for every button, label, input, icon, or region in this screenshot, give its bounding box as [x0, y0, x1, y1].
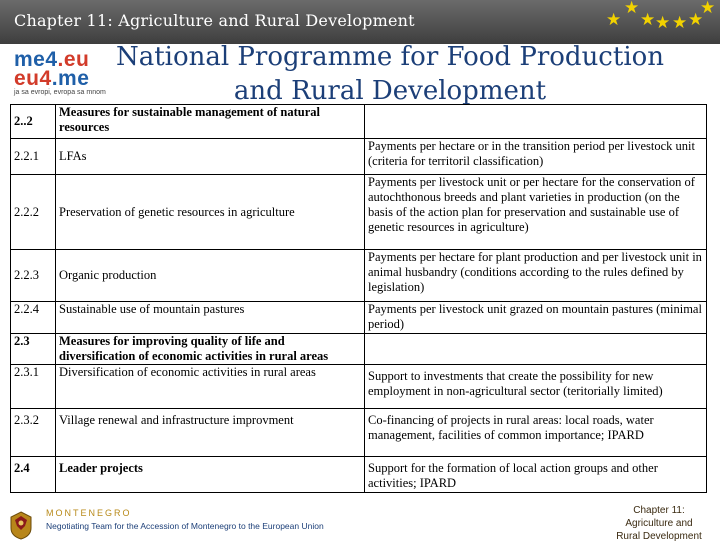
- table-row: [11, 175, 707, 250]
- star-icon: ★: [640, 10, 656, 30]
- measure-description: Support for the formation of local action groups and other activities; IPARD: [365, 457, 707, 493]
- negotiating-team-label: Negotiating Team for the Accession of Montenegro to the European Union: [46, 521, 324, 531]
- star-icon: ★: [655, 13, 671, 33]
- measure-name: Measures for improving quality of life and diversification of economic activities in rural areas: [56, 334, 365, 365]
- page-title: [110, 40, 670, 108]
- measure-name: Preservation of genetic resources in agriculture: [56, 175, 365, 250]
- star-icon: ★: [700, 0, 716, 18]
- footer-chapter-line: Agriculture and: [625, 518, 693, 529]
- footer-chapter-label: [604, 504, 714, 543]
- programme-table: [10, 104, 707, 493]
- header-title: Chapter 11: Agriculture and Rural Development: [14, 11, 415, 30]
- table-row: [11, 409, 707, 457]
- table-row: [11, 302, 707, 334]
- measure-description: Payments per livestock unit or per hectare for the conservation of autochthonous breeds and plant varieties in production (on the basis of the action plan for preservation and sustainable use of genetic resources in agriculture): [365, 175, 707, 250]
- measure-description: Support to investments that create the possibility for new employment in non-agricultural sector (teritorially limited): [365, 365, 707, 409]
- measure-description: [365, 334, 707, 365]
- measure-code: 2.3.1: [11, 365, 56, 409]
- measure-code: 2.4: [11, 457, 56, 493]
- table-row: [11, 457, 707, 493]
- logo-text: .eu: [57, 48, 90, 71]
- measure-description: Co-financing of projects in rural areas: local roads, water management, facilities of common importance; IPARD: [365, 409, 707, 457]
- star-icon: ★: [688, 10, 704, 30]
- page-title-line: National Programme for Food Production: [115, 42, 665, 72]
- measure-description: Payments per hectare or in the transition period per livestock unit (criteria for territoril classification): [365, 139, 707, 175]
- measure-code: 2.2.4: [11, 302, 56, 334]
- me4eu-logo: [14, 50, 114, 96]
- star-icon: ★: [624, 0, 640, 18]
- logo-text: me4: [14, 48, 58, 71]
- header-bar: [0, 0, 720, 44]
- star-icon: ★: [606, 10, 622, 30]
- table-row: [11, 250, 707, 302]
- measure-name: Diversification of economic activities in rural areas: [56, 365, 365, 409]
- measure-name: Organic production: [56, 250, 365, 302]
- measure-code: 2.3.2: [11, 409, 56, 457]
- star-icon: ★: [672, 13, 688, 33]
- measure-name: Village renewal and infrastructure improvment: [56, 409, 365, 457]
- measure-code: 2.2.3: [11, 250, 56, 302]
- measure-name: Leader projects: [56, 457, 365, 493]
- measure-description: Payments per livestock unit grazed on mountain pastures (minimal period): [365, 302, 707, 334]
- measure-description: [365, 105, 707, 139]
- measure-code: 2.3: [11, 334, 56, 365]
- table-row: [11, 139, 707, 175]
- measure-name: LFAs: [56, 139, 365, 175]
- measure-description: Payments per hectare for plant production and per livestock unit in animal husbandry (conditions according to the rules defined by legislation): [365, 250, 707, 302]
- measure-name: Sustainable use of mountain pastures: [56, 302, 365, 334]
- logo-text: eu4: [14, 67, 52, 90]
- table-row: [11, 105, 707, 139]
- page-title-line: and Rural Development: [233, 76, 547, 106]
- footer-chapter-line: Chapter 11:: [633, 505, 685, 516]
- montenegro-coat-of-arms-icon: [4, 510, 38, 540]
- logo-tagline: ja sa evropi, evropa sa mnom: [14, 89, 106, 96]
- measure-code: 2.2.2: [11, 175, 56, 250]
- measure-code: 2..2: [11, 105, 56, 139]
- logo-text: .me: [51, 67, 90, 90]
- table-row: [11, 365, 707, 409]
- measure-code: 2.2.1: [11, 139, 56, 175]
- measure-name: Measures for sustainable management of natural resources: [56, 105, 365, 139]
- footer: [0, 504, 720, 540]
- country-label: MONTENEGRO: [46, 508, 132, 518]
- footer-chapter-line: Rural Development: [616, 531, 702, 542]
- table-row: [11, 334, 707, 365]
